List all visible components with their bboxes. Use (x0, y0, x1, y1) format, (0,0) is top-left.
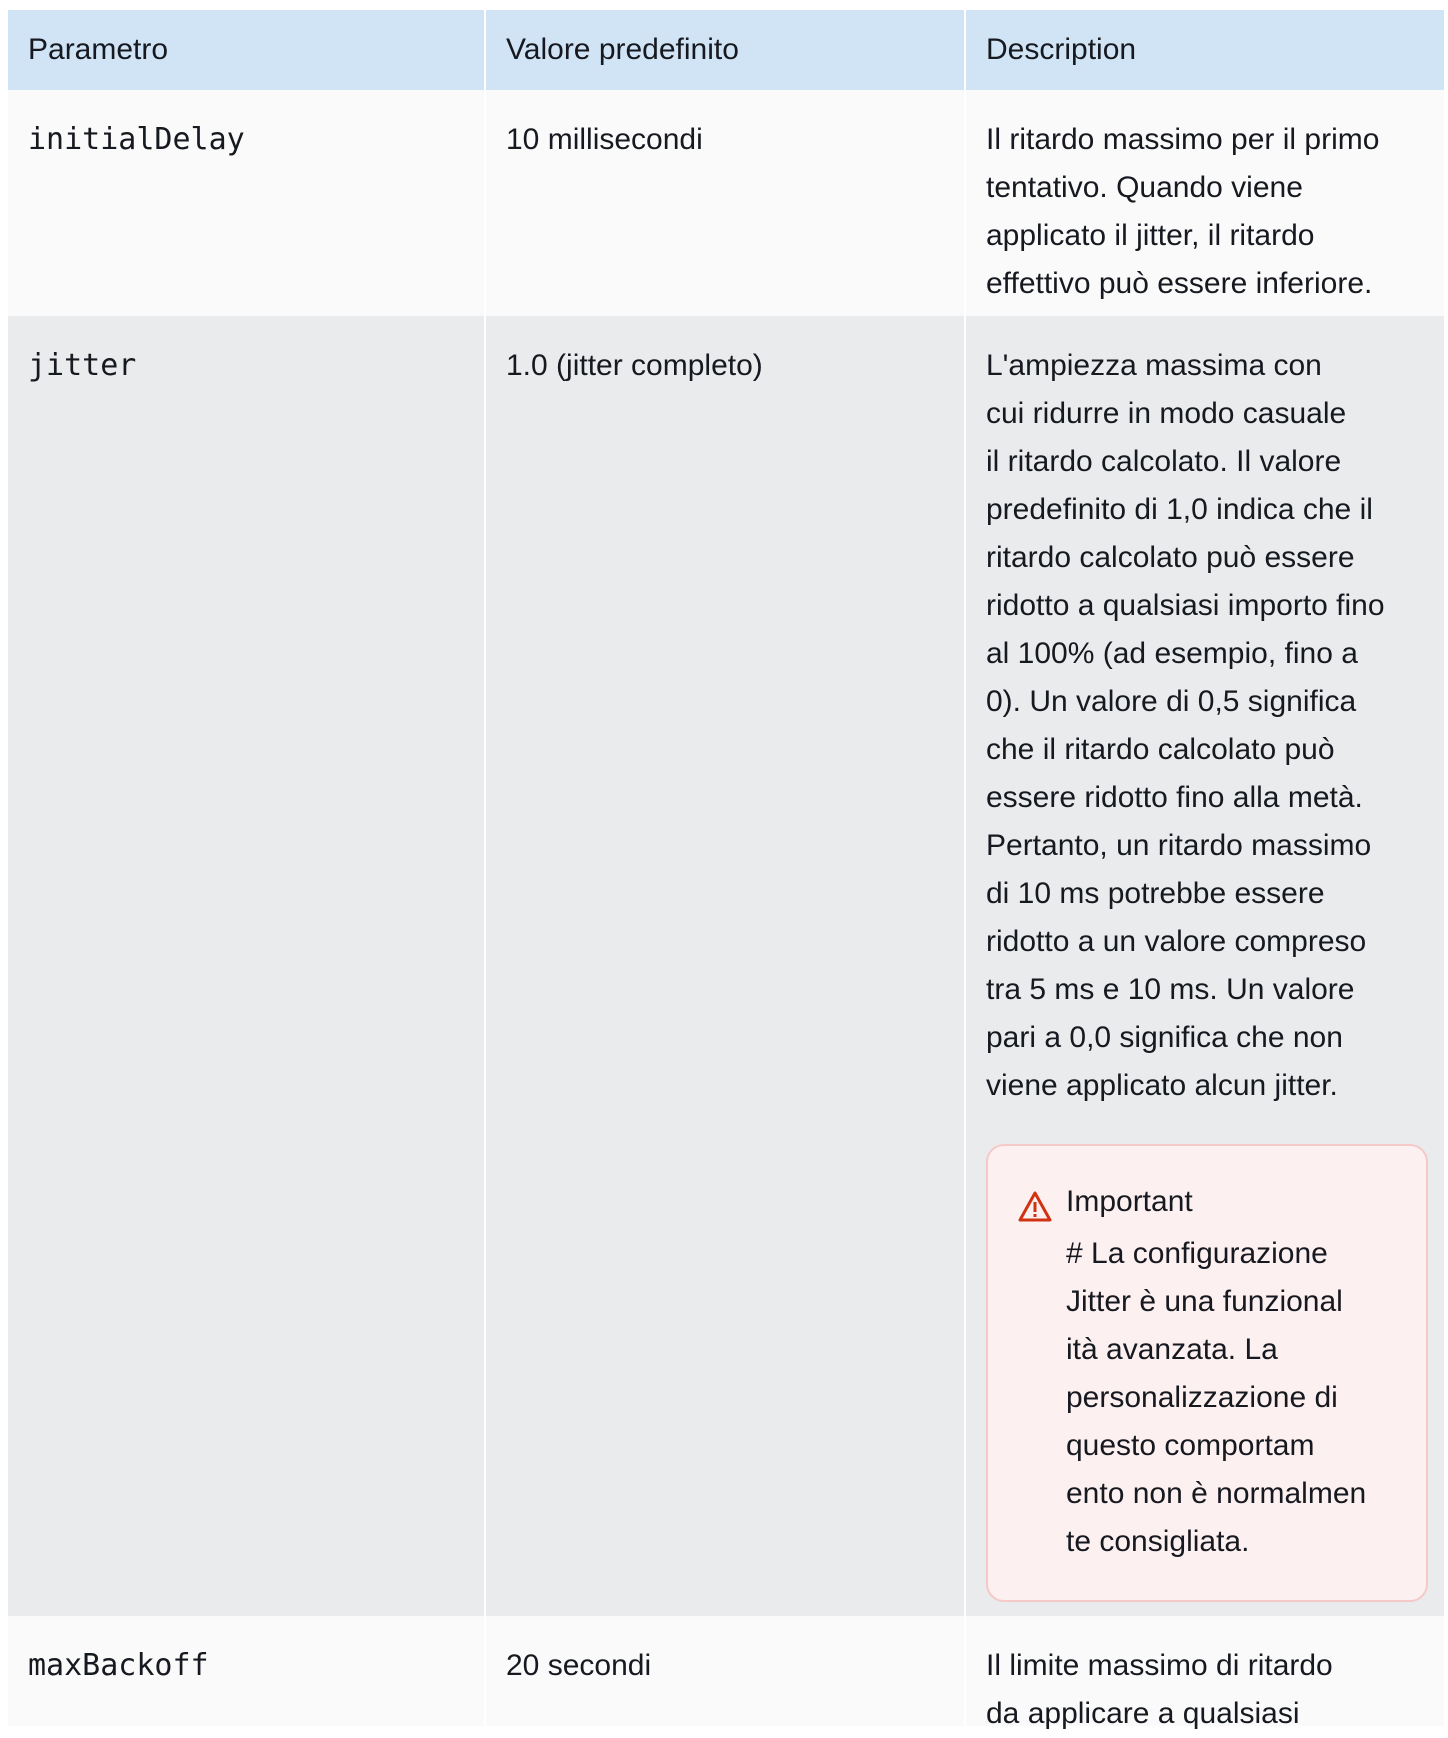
warning-icon (1018, 1190, 1052, 1224)
default-value-cell: 20 secondi (486, 1616, 966, 1726)
description-cell: Il limite massimo di ritardo da applicare a qualsiasi (966, 1616, 1444, 1726)
header-valore-predefinito: Valore predefinito (486, 10, 966, 90)
header-description: Description (966, 10, 1444, 90)
header-parametro: Parametro (8, 10, 486, 90)
param-cell (8, 1616, 486, 1726)
important-callout (986, 1144, 1428, 1602)
description-cell: Il ritardo massimo per il primo tentativo. Quando viene applicato il jitter, il ritardo effettivo può essere inferiore. (966, 90, 1444, 316)
table-row (8, 1616, 1446, 1730)
parameters-table (8, 10, 1446, 1730)
param-cell (8, 316, 486, 1616)
param-name: maxBackoff (28, 1648, 209, 1683)
callout-title: Important (1066, 1185, 1193, 1218)
table-row (8, 90, 1446, 316)
table-row (8, 316, 1446, 1616)
default-value-cell: 1.0 (jitter completo) (486, 316, 966, 1616)
callout-text: # La configurazione Jitter è una funzional ità avanzata. La personalizzazione di questo comportam ento non è normalmen te consigliata. (1066, 1237, 1367, 1558)
description-text: L'ampiezza massima con cui ridurre in modo casuale il ritardo calcolato. Il valore predefinito di 1,0 indica che il ritardo calcolato può essere ridotto a qualsiasi importo fino al 100% (ad esempio, fino a 0). Un valore di 0,5 significa che il ritardo calcolato può essere ridotto fino alla metà. Pertanto, un ritardo massimo di 10 ms potrebbe essere ridotto a un valore compreso tra 5 ms e 10 ms. Un valore pari a 0,0 significa che non viene applicato alcun jitter. (986, 349, 1385, 1102)
param-name: jitter (28, 348, 137, 383)
default-value-cell: 10 millisecondi (486, 90, 966, 316)
table-header-row (8, 10, 1446, 90)
param-cell (8, 90, 486, 316)
param-name: initialDelay (28, 122, 245, 157)
callout-body (1066, 1182, 1396, 1566)
description-cell (966, 316, 1444, 1616)
